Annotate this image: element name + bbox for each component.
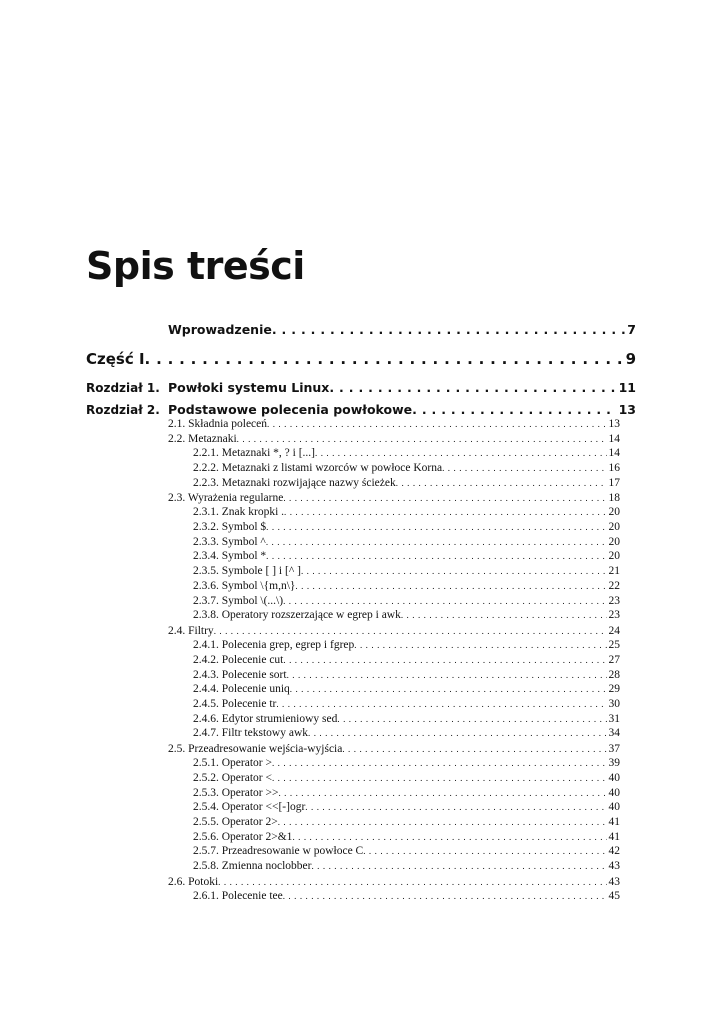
toc-part [86,350,636,368]
toc-page-number: 20 [608,521,620,533]
toc-entry-label: 2.3.7. Symbol \(...\) [193,595,284,607]
toc-entry [193,698,620,710]
toc-entry-label: 2.2.3. Metaznaki rozwijające nazwy ścieżek [193,477,396,489]
toc-entry [193,757,620,769]
toc-entry [193,447,620,459]
toc-entry [193,654,620,666]
toc-entry [168,743,620,755]
dot-leader [329,380,616,395]
toc-entry [193,787,620,799]
toc-entry-label: 2.5.8. Zmienna noclobber [193,860,312,872]
toc-page-number: 16 [608,462,620,474]
toc-entry [193,801,620,813]
dot-leader [342,743,606,755]
toc-page-number: 41 [608,831,620,843]
dot-leader [237,433,607,445]
toc-entry-label: 2.4. Filtry [168,625,214,637]
toc-entry [168,433,620,445]
toc-entry-label: 2.4.4. Polecenie uniq [193,683,290,695]
toc-entry [168,492,620,504]
toc-page-number: 14 [608,447,620,459]
toc-entry [193,536,620,548]
dot-leader [287,669,607,681]
toc-entry-label: 2.4.5. Polecenie tr [193,698,277,710]
toc-chapter [86,402,636,417]
toc-entry-label: 2.3.8. Operatory rozszerzające w egrep i awk [193,609,401,621]
toc-entry-label: 2.5.7. Przeadresowanie w powłoce C [193,845,364,857]
toc-entry-label: 2.5.4. Operator <<[-]ogr [193,801,306,813]
toc-entry-label: 2.2. Metaznaki [168,433,237,445]
toc-page-number: 30 [608,698,620,710]
toc-page-number: 20 [608,536,620,548]
toc-entry-label: 2.3.4. Symbol * [193,550,267,562]
toc-entry-label: 2.5.5. Operator 2> [193,816,278,828]
toc-entry [168,418,620,430]
toc-entry [193,609,620,621]
dot-leader [292,831,606,843]
dot-leader [214,625,607,637]
toc-entry-label: 2.3.6. Symbol \{m,n\} [193,580,296,592]
toc-chapter [86,380,636,395]
toc-page-number: 22 [608,580,620,592]
toc-page-number: 17 [608,477,620,489]
dot-leader [283,492,606,504]
chapter-number: Rozdział 1. [86,381,160,395]
toc-page-number: 40 [608,772,620,784]
toc-entry-label: 2.6. Potoki [168,876,219,888]
toc-page-number: 23 [608,595,620,607]
toc-entry-label: 2.2.1. Metaznaki *, ? i [...] [193,447,315,459]
toc-page-number: 41 [608,816,620,828]
toc-page-number: 40 [608,801,620,813]
toc-page-number: 24 [608,625,620,637]
toc-entry-label: 2.1. Składnia poleceń [168,418,268,430]
toc-entry [193,550,620,562]
dot-leader [266,536,607,548]
toc-page-number: 42 [608,845,620,857]
toc-entry-label: 2.4.1. Polecenia grep, egrep i fgrep [193,639,355,651]
dot-leader [283,654,606,666]
dot-leader [354,639,606,651]
toc-entry-label: 2.4.6. Edytor strumieniowy sed [193,713,338,725]
toc-entry [193,816,620,828]
dot-leader [412,402,616,417]
toc-page-number: 29 [608,683,620,695]
toc-entry-label: 2.4.7. Filtr tekstowy awk [193,727,308,739]
dot-leader [266,550,606,562]
chapter-title: Powłoki systemu Linux [168,380,330,395]
dot-leader [401,609,607,621]
toc-page-number: 23 [608,609,620,621]
toc-entry [193,860,620,872]
dot-leader [337,713,606,725]
toc-entry-label: 2.6.1. Polecenie tee [193,890,283,902]
toc-page-number: 21 [608,565,620,577]
toc-entry-label: 2.3.5. Symbole [ ] i [^ ] [193,565,301,577]
dot-leader [442,462,606,474]
dot-leader [276,698,606,710]
toc-page-number: 27 [608,654,620,666]
toc-entry-label: 2.3. Wyrażenia regularne [168,492,284,504]
toc-entry-label: 2.5.1. Operator > [193,757,272,769]
toc-page-number: 18 [608,492,620,504]
toc-entry [193,595,620,607]
dot-leader [363,845,606,857]
toc-page-number: 31 [608,713,620,725]
toc-entry-label: 2.5.2. Operator < [193,772,272,784]
toc-page-number: 11 [618,380,636,395]
toc-entry [193,580,620,592]
toc-entry-label: 2.3.2. Symbol $ [193,521,267,533]
toc-entry [193,521,620,533]
toc-entry [193,462,620,474]
toc-entry [193,845,620,857]
toc-page-number: 13 [608,418,620,430]
toc-entry-label: 2.5.6. Operator 2>&1 [193,831,293,843]
toc-entry [193,713,620,725]
dot-leader [267,418,606,430]
dot-leader [308,727,607,739]
dot-leader [396,477,607,489]
toc-entry [193,727,620,739]
toc-page-number: 39 [608,757,620,769]
toc-entry-label: 2.3.1. Znak kropki . [193,506,285,518]
toc-page-number: 43 [608,876,620,888]
toc-entry-label: 2.4.2. Polecenie cut [193,654,284,666]
toc-page-number: 13 [618,402,636,417]
chapter-number: Rozdział 2. [86,403,160,417]
dot-leader [145,350,624,368]
dot-leader [301,565,607,577]
toc-entry [193,506,620,518]
toc-page-number: 37 [608,743,620,755]
toc-page-number: 14 [608,433,620,445]
toc-entry [193,683,620,695]
dot-leader [284,506,606,518]
toc-page-number: 7 [627,322,636,337]
toc-entry-label: Wprowadzenie [168,322,272,337]
dot-leader [278,816,607,828]
dot-leader [305,801,606,813]
dot-leader [315,447,607,459]
toc-entry-intro [168,322,636,337]
toc-entry [168,625,620,637]
toc-page-number: 45 [608,890,620,902]
dot-leader [311,860,606,872]
dot-leader [295,580,606,592]
toc-page-number: 28 [608,669,620,681]
toc-page-number: 40 [608,787,620,799]
chapter-title: Podstawowe polecenia powłokowe [168,402,413,417]
toc-page-number: 20 [608,506,620,518]
toc-entry-label: 2.3.3. Symbol ^ [193,536,266,548]
toc-page-number: 25 [608,639,620,651]
dot-leader [272,772,607,784]
dot-leader [272,322,625,337]
toc-entry-label: 2.2.2. Metaznaki z listami wzorców w powłoce Korna [193,462,443,474]
toc-page-number: 20 [608,550,620,562]
toc-entry-label: 2.4.3. Polecenie sort [193,669,287,681]
dot-leader [272,757,607,769]
toc-entry [193,772,620,784]
toc-entry [193,669,620,681]
toc-entry [193,639,620,651]
toc-page-number: 43 [608,860,620,872]
toc-entry [168,876,620,888]
dot-leader [290,683,607,695]
page-title: Spis treści [86,244,305,288]
dot-leader [218,876,606,888]
toc-entry [193,831,620,843]
dot-leader [283,595,606,607]
toc-part-label: Część I [86,350,145,368]
toc-entry [193,565,620,577]
toc-entry-label: 2.5.3. Operator >> [193,787,279,799]
toc-entry-label: 2.5. Przeadresowanie wejścia-wyjścia [168,743,343,755]
toc-entry [193,477,620,489]
dot-leader [266,521,606,533]
dot-leader [278,787,606,799]
toc-page-number: 34 [608,727,620,739]
toc-page-number: 9 [625,350,636,368]
toc-entry [193,890,620,902]
dot-leader [283,890,607,902]
